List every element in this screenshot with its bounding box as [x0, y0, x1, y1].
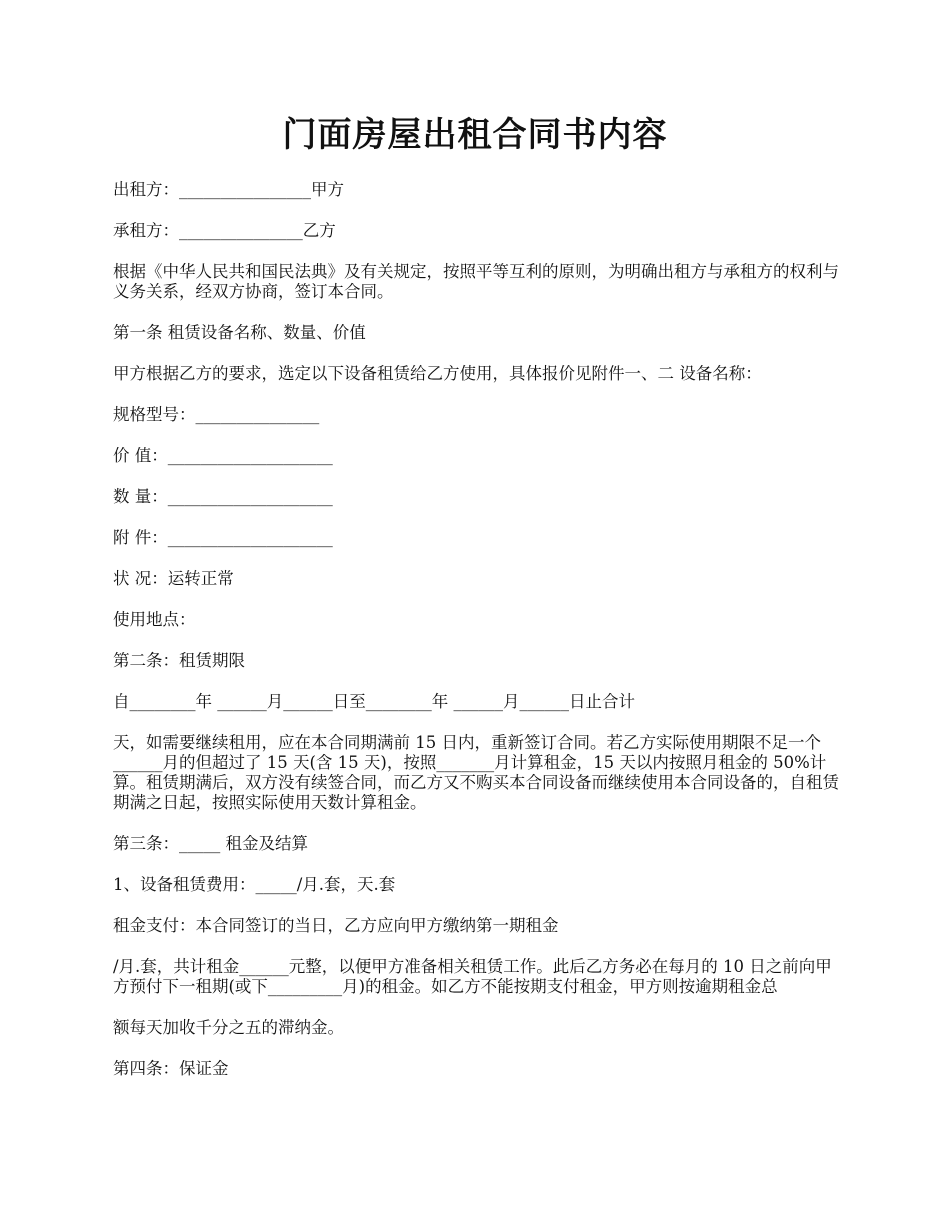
- paragraph-lessor: 出租方：________________甲方: [113, 180, 344, 199]
- paragraph-late-fee: 额每天加收千分之五的滞纳金。: [113, 1018, 344, 1037]
- paragraph-payment: 租金支付：本合同签订的当日，乙方应向甲方缴纳第一期租金: [113, 916, 559, 935]
- paragraph-equipment-intro: 甲方根据乙方的要求，选定以下设备租赁给乙方使用，具体报价见附件一、二 设备名称：: [113, 364, 762, 383]
- document-body: [113, 180, 841, 1100]
- field-model: 规格型号：_______________: [113, 405, 320, 424]
- paragraph-payment-details: /月.套，共计租金______元整，以便甲方准备相关租赁工作。此后乙方务必在每月的 10 日之前向甲方预付下一租期(或下_________月)的租金。如乙方不能按期支付租金，甲方则按逾期租金总: [113, 957, 832, 996]
- paragraph-rental-fee: 1、设备租赁费用：_____/月.套，天.套: [113, 875, 396, 894]
- field-location: 使用地点：: [113, 610, 196, 629]
- section-heading-1: 第一条 租赁设备名称、数量、价值: [113, 323, 366, 342]
- document-title: 门面房屋出租合同书内容: [282, 115, 668, 155]
- paragraph-term-details: 天，如需要继续租用，应在本合同期满前 15 日内，重新签订合同。若乙方实际使用期限不足一个______月的但超过了 15 天(含 15 天)，按照_______月计算租金，15 天以内按照月租金的 50%计算。租赁期满后，双方没有续签合同，而乙方又不购买本合同设备而继续使用本合同设备的，自租赁期满之日起，按照实际使用天数计算租金。: [113, 733, 839, 812]
- section-heading-4: 第四条：保证金: [113, 1059, 229, 1078]
- paragraph-term-dates: 自________年 ______月______日至________年 ______月______日止合计: [113, 692, 635, 711]
- field-condition: 状 况：运转正常: [113, 569, 234, 588]
- field-attachment: 附 件：____________________: [113, 528, 333, 547]
- section-heading-2: 第二条：租赁期限: [113, 651, 245, 670]
- field-value: 价 值：____________________: [113, 446, 333, 465]
- field-quantity: 数 量：____________________: [113, 487, 333, 506]
- section-heading-3: 第三条：_____ 租金及结算: [113, 834, 308, 853]
- paragraph-lessee: 承租方：_______________乙方: [113, 221, 336, 240]
- paragraph-preamble: 根据《中华人民共和国民法典》及有关规定，按照平等互利的原则，为明确出租方与承租方的权利与义务关系，经双方协商，签订本合同。: [113, 262, 839, 301]
